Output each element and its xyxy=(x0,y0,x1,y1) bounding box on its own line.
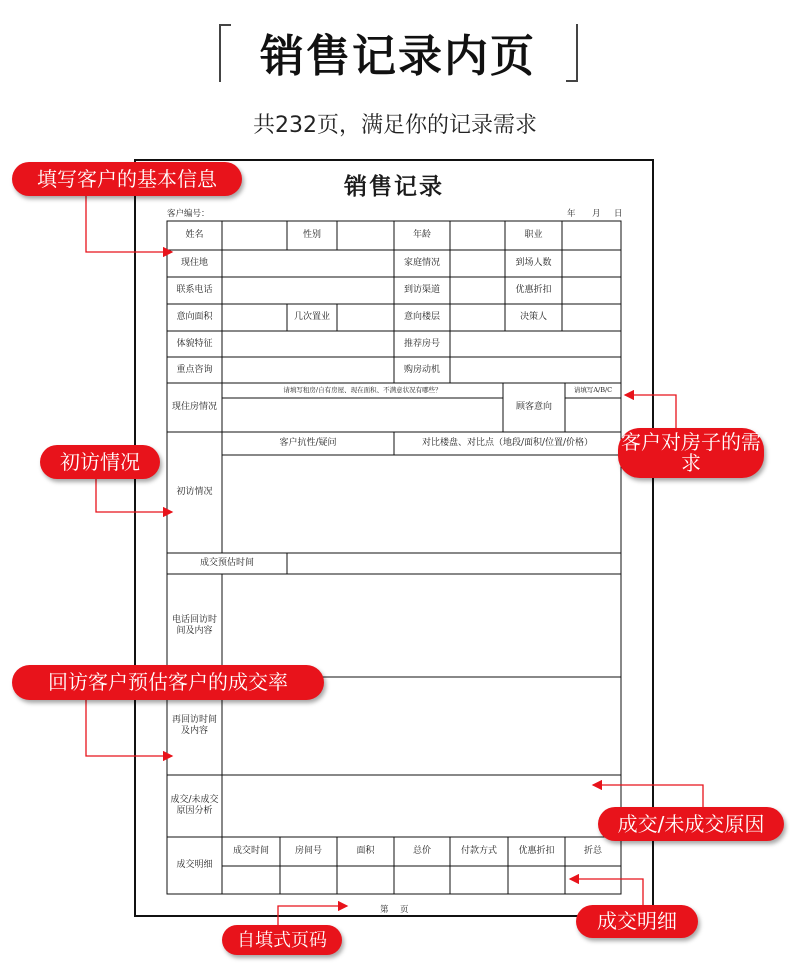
cell-deal: 成交明细 xyxy=(176,860,213,870)
cell-deal-area: 面积 xyxy=(356,846,375,856)
cell-building: 意向楼层 xyxy=(403,312,440,322)
cell-total: 总价 xyxy=(412,846,431,856)
cell-occupation: 职业 xyxy=(524,230,543,240)
cell-intent: 顾客意向 xyxy=(515,402,552,412)
cell-features: 体貌特征 xyxy=(176,338,213,349)
cell-housing: 现住房情况 xyxy=(171,402,217,412)
callout-detail: 成交明细 xyxy=(576,905,698,938)
cell-resist: 客户抗性/疑问 xyxy=(279,438,337,448)
cell-room: 房间号 xyxy=(294,846,322,856)
callout-reason: 成交/未成交原因 xyxy=(598,807,784,841)
date-day-label: 日 xyxy=(614,209,623,219)
callout-page-no: 自填式页码 xyxy=(222,925,342,955)
cell-motive: 购房动机 xyxy=(403,364,440,375)
date-month-label: 月 xyxy=(592,209,601,219)
cell-compare: 对比楼盘、对比点（地段/面积/位置/价格） xyxy=(421,438,594,448)
cell-phone-revisit: 电话回访时间及内容 xyxy=(171,614,217,636)
cell-phone: 联系电话 xyxy=(176,285,213,295)
callout-basic-info: 填写客户的基本信息 xyxy=(12,162,242,196)
cell-deal-time: 成交时间 xyxy=(232,846,269,856)
cell-reason: 成交/未成交原因分析 xyxy=(170,795,219,816)
cell-intent-hint: 请填写A/B/C xyxy=(573,386,613,394)
customer-no-label: 客户编号： xyxy=(167,209,210,219)
cell-visitors: 到场人数 xyxy=(515,258,552,268)
page-title: 销售记录内页 xyxy=(260,31,536,82)
cell-payment: 付款方式 xyxy=(460,846,497,856)
cell-first-visit: 初访情况 xyxy=(176,487,213,497)
cell-estimate: 成交预估时间 xyxy=(199,558,254,568)
page-label-ye: 页 xyxy=(400,905,409,915)
cell-total-discount: 折总 xyxy=(583,846,602,856)
form-title: 销售记录 xyxy=(344,173,444,200)
cell-discount: 优惠折扣 xyxy=(515,285,552,295)
cell-revisit: 再回访时间及内容 xyxy=(171,715,217,736)
cell-address: 现住地 xyxy=(180,258,208,268)
cell-area: 意向面积 xyxy=(176,312,213,322)
cell-decision: 决策人 xyxy=(519,312,547,322)
cell-housing-hint: 请填写租房/自有房屋、现在面积、不满意状况有哪些？ xyxy=(283,386,442,394)
page-label-di: 第 xyxy=(380,905,389,915)
cell-gender: 性别 xyxy=(302,230,321,240)
page-subtitle: 共232页，满足你的记录需求 xyxy=(253,113,537,138)
cell-family: 家庭情况 xyxy=(403,258,440,268)
cell-focus: 重点咨询 xyxy=(176,364,213,375)
callout-first-visit: 初访情况 xyxy=(40,445,160,479)
cell-deal-discount: 优惠折扣 xyxy=(518,846,555,856)
cell-recommend: 推荐房号 xyxy=(403,338,440,349)
cell-channel: 到访渠道 xyxy=(403,285,440,295)
date-year-label: 年 xyxy=(567,209,576,219)
callout-house-need: 客户对房子的需求 xyxy=(618,428,764,478)
cell-name: 姓名 xyxy=(185,230,204,240)
cell-age: 年龄 xyxy=(412,230,431,240)
callout-revisit: 回访客户预估客户的成交率 xyxy=(12,665,324,700)
cell-times: 几次置业 xyxy=(293,312,330,322)
